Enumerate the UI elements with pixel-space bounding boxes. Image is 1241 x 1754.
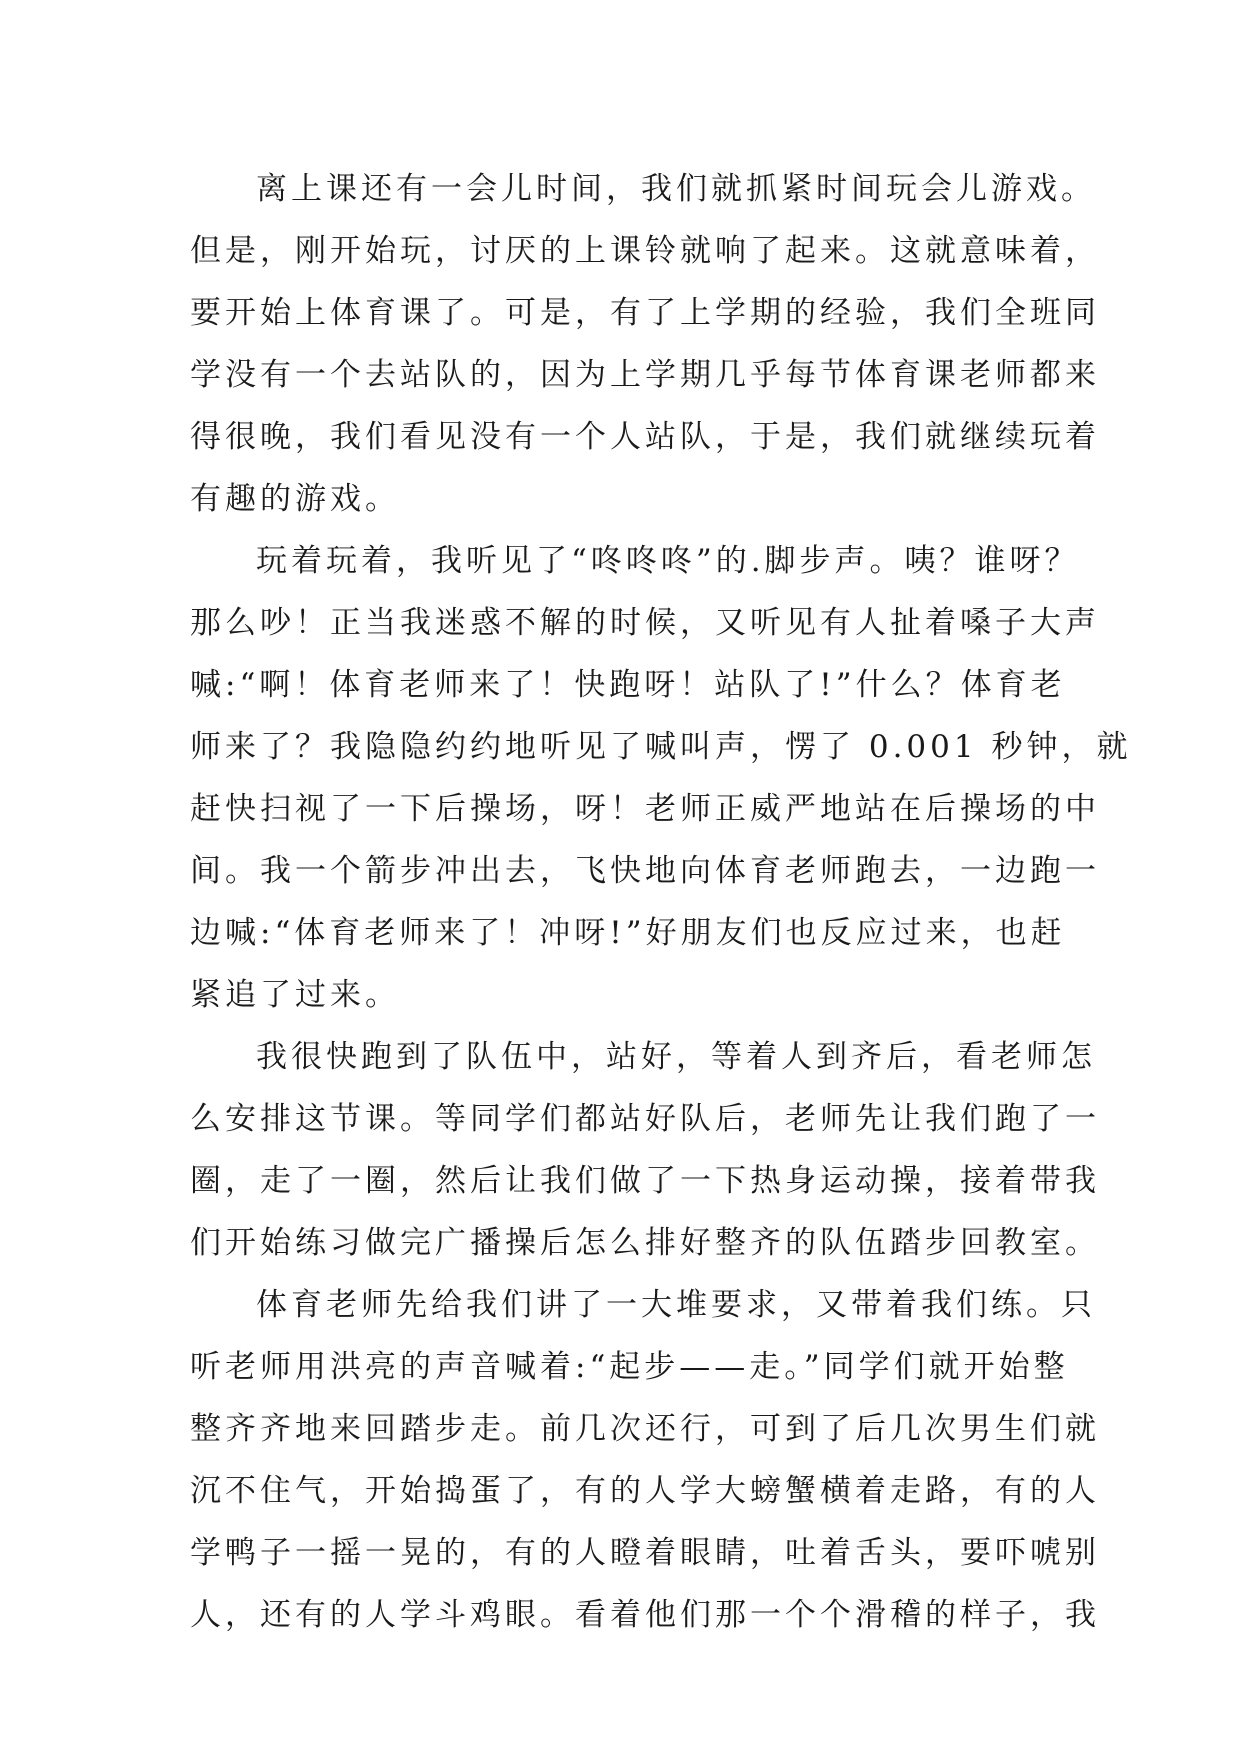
text-line: 我很快跑到了队伍中，站好，等着人到齐后，看老师怎	[256, 1039, 1096, 1075]
text-line: 有趣的游戏。	[190, 481, 400, 517]
text-line: 听老师用洪亮的声音喊着:“起步——走。”同学们就开始整	[190, 1349, 1069, 1385]
text-line: 们开始练习做完广播操后怎么排好整齐的队伍踏步回教室。	[190, 1225, 1100, 1261]
text-line: 师来了？我隐隐约约地听见了喊叫声，愣了 0.001 秒钟，就	[190, 729, 1132, 765]
text-line: 人，还有的人学斗鸡眼。看着他们那一个个滑稽的样子，我	[190, 1597, 1100, 1633]
text-line: 整齐齐地来回踏步走。前几次还行，可到了后几次男生们就	[190, 1411, 1100, 1447]
text-line: 那么吵！正当我迷惑不解的时候，又听见有人扯着嗓子大声	[190, 605, 1100, 641]
text-line: 玩着玩着，我听见了“咚咚咚”的.脚步声。咦？谁呀？	[256, 543, 1080, 579]
text-line: 圈，走了一圈，然后让我们做了一下热身运动操，接着带我	[190, 1163, 1100, 1199]
text-line: 要开始上体育课了。可是，有了上学期的经验，我们全班同	[190, 295, 1100, 331]
text-line: 沉不住气，开始捣蛋了，有的人学大螃蟹横着走路，有的人	[190, 1473, 1100, 1509]
text-line: 学鸭子一摇一晃的，有的人瞪着眼睛，吐着舌头，要吓唬别	[190, 1535, 1100, 1571]
text-line: 学没有一个去站队的，因为上学期几乎每节体育课老师都来	[190, 357, 1100, 393]
text-line: 边喊:“体育老师来了！冲呀!”好朋友们也反应过来，也赶	[190, 915, 1066, 951]
text-line: 紧追了过来。	[190, 977, 400, 1013]
text-line: 体育老师先给我们讲了一大堆要求，又带着我们练。只	[256, 1287, 1096, 1323]
text-line: 赶快扫视了一下后操场，呀！老师正威严地站在后操场的中	[190, 791, 1100, 827]
text-line: 离上课还有一会儿时间，我们就抓紧时间玩会儿游戏。	[256, 171, 1096, 207]
text-line: 得很晚，我们看见没有一个人站队，于是，我们就继续玩着	[190, 419, 1100, 455]
text-line: 但是，刚开始玩，讨厌的上课铃就响了起来。这就意味着，	[190, 233, 1100, 269]
text-line: 么安排这节课。等同学们都站好队后，老师先让我们跑了一	[190, 1101, 1100, 1137]
text-line: 喊:“啊！体育老师来了！快跑呀！站队了!”什么？体育老	[190, 667, 1066, 703]
text-line: 间。我一个箭步冲出去，飞快地向体育老师跑去，一边跑一	[190, 853, 1100, 889]
document-body	[190, 158, 1132, 1646]
